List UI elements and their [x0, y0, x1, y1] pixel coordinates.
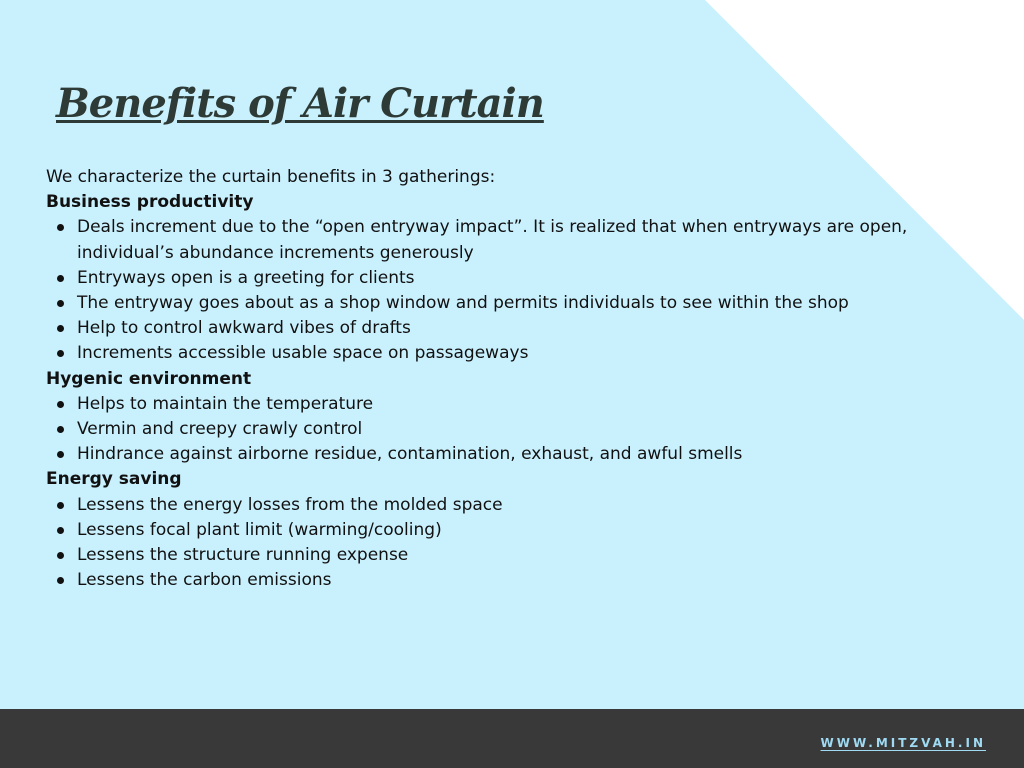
- section-heading-hygenic: Hygenic environment: [46, 368, 252, 389]
- footer-bar: [0, 709, 1024, 768]
- page-title: Benefits of Air Curtain: [56, 80, 544, 127]
- section-heading-business: Business productivity: [46, 192, 254, 213]
- list-item: Lessens the energy losses from the molded space: [77, 493, 946, 518]
- section-heading-energy: Energy saving: [46, 469, 182, 490]
- list-item: Increments accessible usable space on passageways: [77, 341, 946, 366]
- business-list: [46, 215, 946, 366]
- hygenic-list: [46, 392, 946, 468]
- list-item: Hindrance against airborne residue, contamination, exhaust, and awful smells: [77, 442, 946, 467]
- list-item: Lessens the carbon emissions: [77, 568, 946, 593]
- list-item: Helps to maintain the temperature: [77, 392, 946, 417]
- list-item: Help to control awkward vibes of drafts: [77, 316, 946, 341]
- energy-list: [46, 493, 946, 594]
- website-link[interactable]: WWW.MITZVAH.IN: [820, 736, 986, 750]
- list-item: Deals increment due to the “open entryway impact”. It is realized that when entryways are open, individual’s abundance increments generously: [77, 215, 946, 265]
- intro-text: We characterize the curtain benefits in 3 gatherings:: [46, 167, 496, 187]
- content-body: [46, 165, 946, 593]
- list-item: Vermin and creepy crawly control: [77, 417, 946, 442]
- list-item: Lessens focal plant limit (warming/cooling): [77, 518, 946, 543]
- list-item: Lessens the structure running expense: [77, 543, 946, 568]
- list-item: Entryways open is a greeting for clients: [77, 266, 946, 291]
- list-item: The entryway goes about as a shop window and permits individuals to see within the shop: [77, 291, 946, 316]
